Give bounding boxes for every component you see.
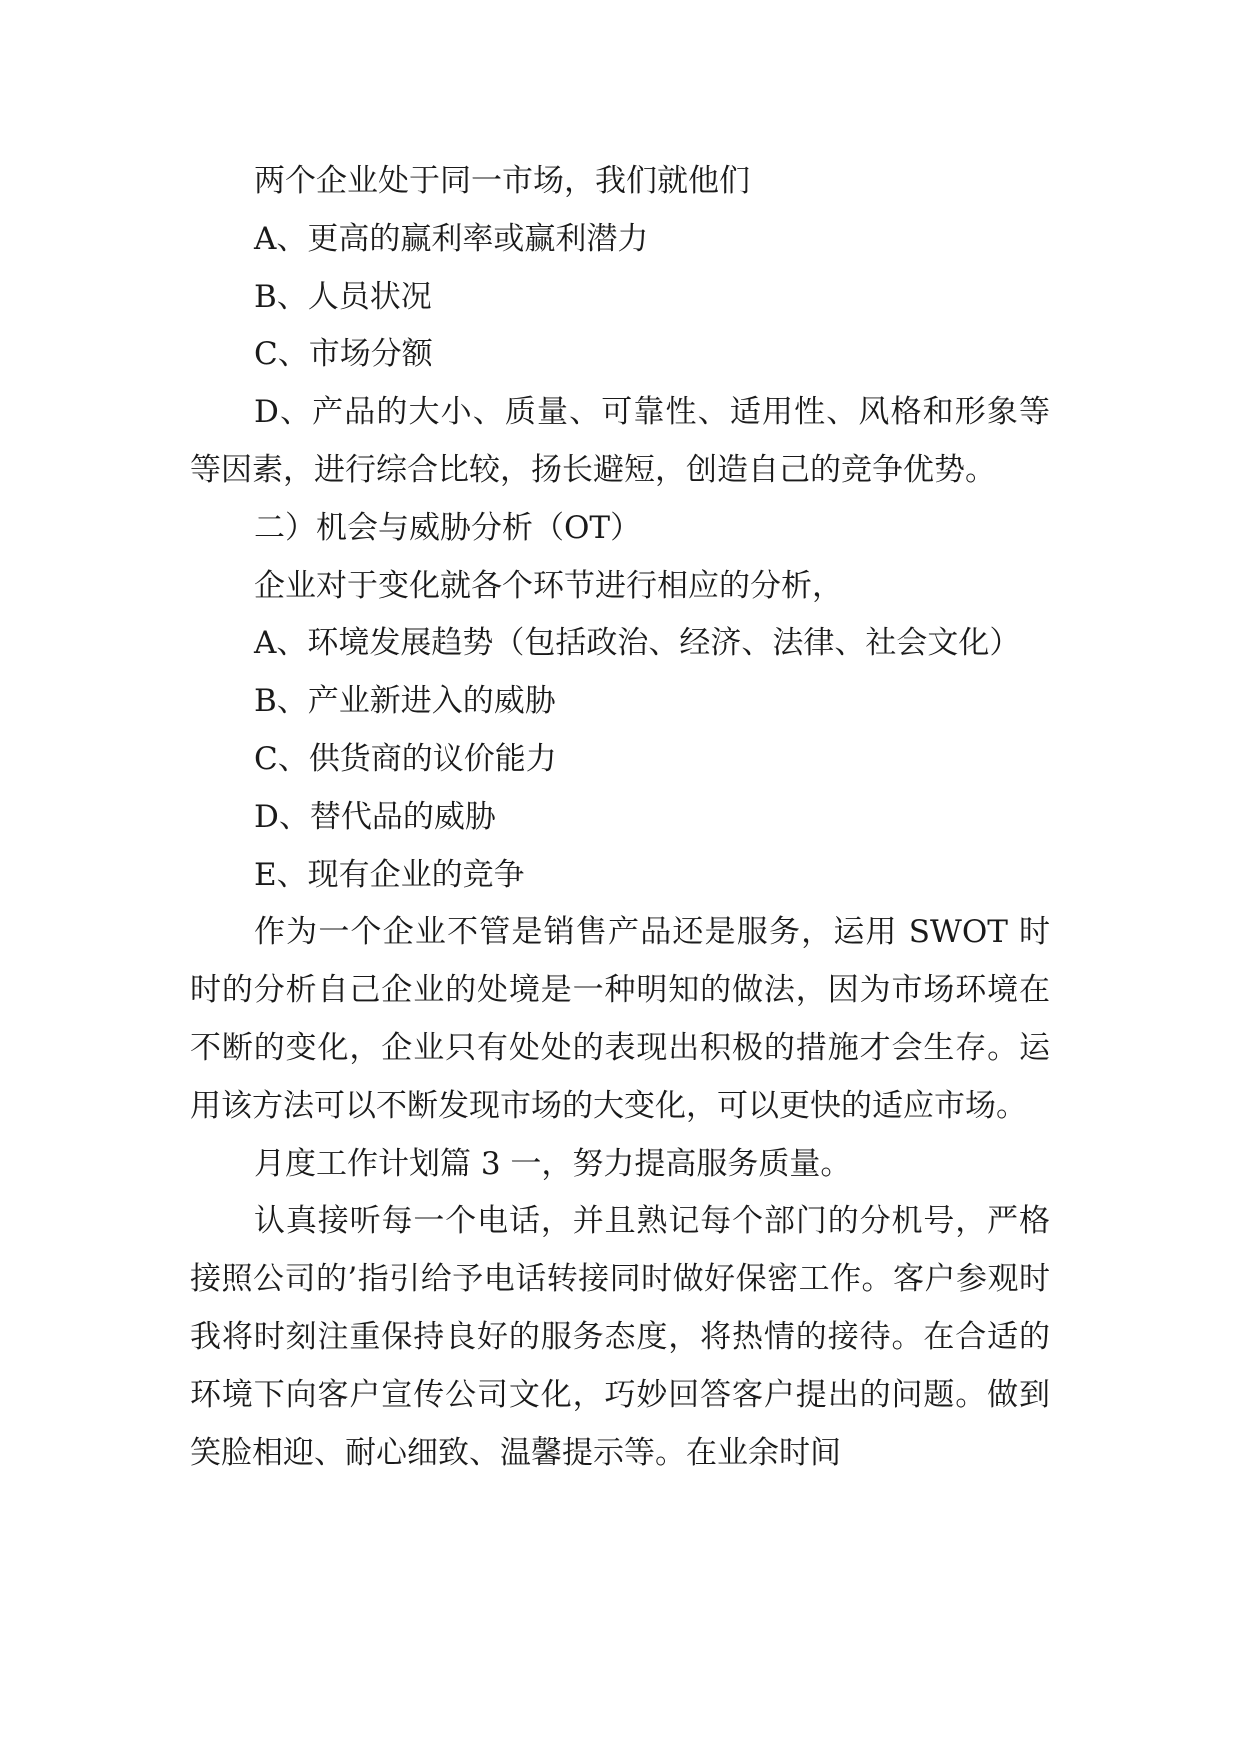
list-item-b: B、产业新进入的威胁 (254, 683, 556, 720)
section-heading-ot: 二）机会与威胁分析（OT） (254, 509, 642, 546)
paragraph-plan-title: 月度工作计划篇 3 一，努力提高服务质量。 (254, 1145, 852, 1182)
list-item-a: A、环境发展趋势（包括政治、经济、法律、社会文化） (254, 625, 1021, 662)
paragraph-ot-intro: 企业对于变化就各个环节进行相应的分析， (254, 567, 843, 604)
paragraph-swot: 作为一个企业不管是销售产品还是服务，运用 SWOT 时时的分析自己企业的处境是一种明知的做法，因为市场环境在不断的变化，企业只有处处的表现出积极的措施才会生存。运用该方法可以不断发现市场的大变化，可以更快的适应市场。 (190, 914, 1050, 1124)
list-item-d: D、产品的大小、质量、可靠性、适用性、风格和形象等等因素，进行综合比较，扬长避短，创造自己的竞争优势。 (190, 394, 1050, 488)
list-item-a: A、更高的赢利率或赢利潜力 (254, 220, 649, 257)
list-item-b: B、人员状况 (254, 278, 432, 315)
paragraph-intro: 两个企业处于同一市场，我们就他们 (254, 163, 750, 199)
paragraph-service: 认真接听每一个电话，并且熟记每个部门的分机号，严格接照公司的’指引给予电话转接同时做好保密工作。客户参观时我将时刻注重保持良好的服务态度，将热情的接待。在合适的环境下向客户宣传公司文化，巧妙回答客户提出的问题。做到笑脸相迎、耐心细致、温馨提示等。在业余时间 (190, 1203, 1050, 1471)
list-item-d: D、替代品的威胁 (254, 798, 496, 835)
list-item-e: E、现有企业的竞争 (254, 856, 525, 893)
document-page (190, 153, 1050, 1482)
list-item-c: C、市场分额 (254, 336, 433, 373)
list-item-c: C、供货商的议价能力 (254, 740, 557, 777)
